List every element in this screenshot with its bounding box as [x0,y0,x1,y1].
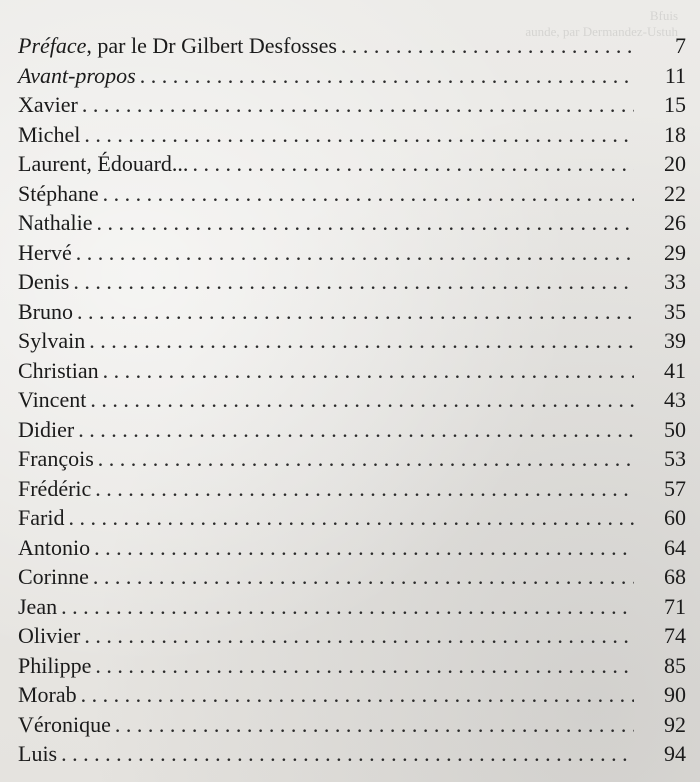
toc-entry-label [18,651,91,681]
toc-entry [18,61,686,91]
toc-entry [18,444,686,474]
toc-entry [18,621,686,651]
toc-entry [18,297,686,327]
toc-entry-label [18,680,77,710]
toc-entry-title: Préface [18,33,87,58]
toc-entry-title: Didier [18,416,75,442]
toc-entry [18,503,686,533]
page-number: 57 [664,475,686,501]
toc-entry-title: Jean [18,593,58,619]
toc-entry-title: Véronique [18,711,111,737]
page-number: 53 [664,446,686,471]
dot-leader [103,356,634,386]
toc-entry-label [18,474,91,504]
dot-leader [140,61,634,91]
toc-entry [18,651,686,681]
page-number: 29 [664,239,686,265]
toc-entry [18,179,686,209]
toc-entry [18,356,686,386]
page-number: 85 [664,652,686,678]
toc-entry-title: Nathalie [18,210,93,235]
toc-entry-label [18,592,57,622]
page-number: 11 [664,62,686,88]
page-number: 20 [664,151,686,176]
page-number: 43 [664,387,686,412]
dot-leader [93,562,634,592]
toc-entry [18,592,686,622]
toc-entry-label [18,31,337,61]
page-number: 41 [664,357,686,383]
page-number: 50 [664,416,686,442]
page-number: 7 [675,33,686,58]
page-number: 60 [664,505,686,530]
dot-leader [61,592,634,622]
toc-entry-label [18,385,86,415]
toc-entry-title: Laurent, Édouard... [18,151,189,176]
toc-entry-label [18,533,90,563]
dot-leader [73,267,634,297]
dot-leader [84,621,634,651]
page-number: 64 [664,534,686,560]
toc-entry-title: Hervé [18,239,72,265]
toc-entry-label [18,120,80,150]
toc-entry [18,149,686,179]
toc-entry-title: Morab [18,682,77,707]
dot-leader [97,208,634,238]
toc-entry-label [18,238,72,268]
dot-leader [81,680,634,710]
toc-entry-label [18,503,64,533]
toc-entry [18,31,686,61]
toc-entry [18,710,686,740]
toc-entry [18,326,686,356]
dot-leader [84,120,634,150]
toc-entry-label [18,444,94,474]
page-number: 18 [664,121,686,147]
page-number: 71 [664,593,686,619]
dot-leader [77,297,634,327]
page-number: 15 [664,92,686,117]
toc-entry-title: Frédéric [18,475,92,501]
toc-entry-label [18,739,57,769]
dot-leader [341,31,634,61]
toc-entry-title: Olivier [18,623,81,648]
page-number: 22 [664,180,686,206]
toc-entry-label [18,621,80,651]
dot-leader [103,179,634,209]
toc-entry [18,120,686,150]
table-of-contents [18,31,686,769]
toc-entry [18,739,686,769]
toc-entry-title: Xavier [18,92,78,117]
toc-entry-label [18,179,99,209]
toc-entry-title: Christian [18,357,99,383]
toc-entry-title: Stéphane [18,180,99,206]
toc-entry [18,680,686,710]
toc-entry-label [18,90,78,120]
toc-entry-title: Avant-propos [18,62,136,88]
page-number: 92 [664,711,686,737]
ghost-line: Bfuis [649,8,678,23]
dot-leader [95,474,634,504]
dot-leader [192,149,634,179]
toc-entry-title: Antonio [18,534,91,560]
dot-leader [98,444,634,474]
toc-entry [18,385,686,415]
toc-entry-title: Luis [18,741,58,766]
dot-leader [68,503,634,533]
dot-leader [115,710,634,740]
toc-entry-title: Denis [18,269,70,294]
toc-entry [18,474,686,504]
toc-entry-title: Michel [18,121,81,147]
toc-entry [18,415,686,445]
toc-entry-subtitle: , par le Dr Gilbert Desfosses [86,33,337,58]
toc-entry-title: Philippe [18,652,92,678]
toc-entry [18,533,686,563]
toc-entry [18,562,686,592]
toc-entry-title: Bruno [18,298,73,324]
dot-leader [95,651,634,681]
toc-entry [18,90,686,120]
page-number: 90 [664,682,686,707]
toc-entry [18,238,686,268]
page-number: 94 [664,741,686,766]
toc-entry-label [18,149,188,179]
dot-leader [61,739,634,769]
dot-leader [94,533,634,563]
ghost-line: aunde, par Dermandez-Ustuh [525,24,678,39]
toc-entry [18,208,686,238]
toc-entry-label [18,710,111,740]
page-number: 39 [664,328,686,353]
toc-entry-label [18,297,73,327]
page-number: 68 [664,564,686,589]
page-number: 33 [664,269,686,294]
toc-entry-label [18,208,93,238]
page-number: 26 [664,210,686,235]
dot-leader [90,385,634,415]
toc-entry-label [18,267,69,297]
dot-leader [89,326,634,356]
dot-leader [82,90,634,120]
dot-leader [78,415,634,445]
toc-entry-title: François [18,446,94,471]
page-number: 35 [664,298,686,324]
toc-entry-label [18,562,89,592]
toc-entry-title: Vincent [18,387,87,412]
dot-leader [76,238,634,268]
toc-entry-title: Sylvain [18,328,86,353]
toc-entry-title: Farid [18,505,65,530]
toc-entry-label [18,61,136,91]
toc-entry-label [18,356,99,386]
toc-entry-label [18,415,74,445]
toc-entry-label [18,326,85,356]
page-number: 74 [664,623,686,648]
toc-entry-title: Corinne [18,564,89,589]
toc-entry [18,267,686,297]
